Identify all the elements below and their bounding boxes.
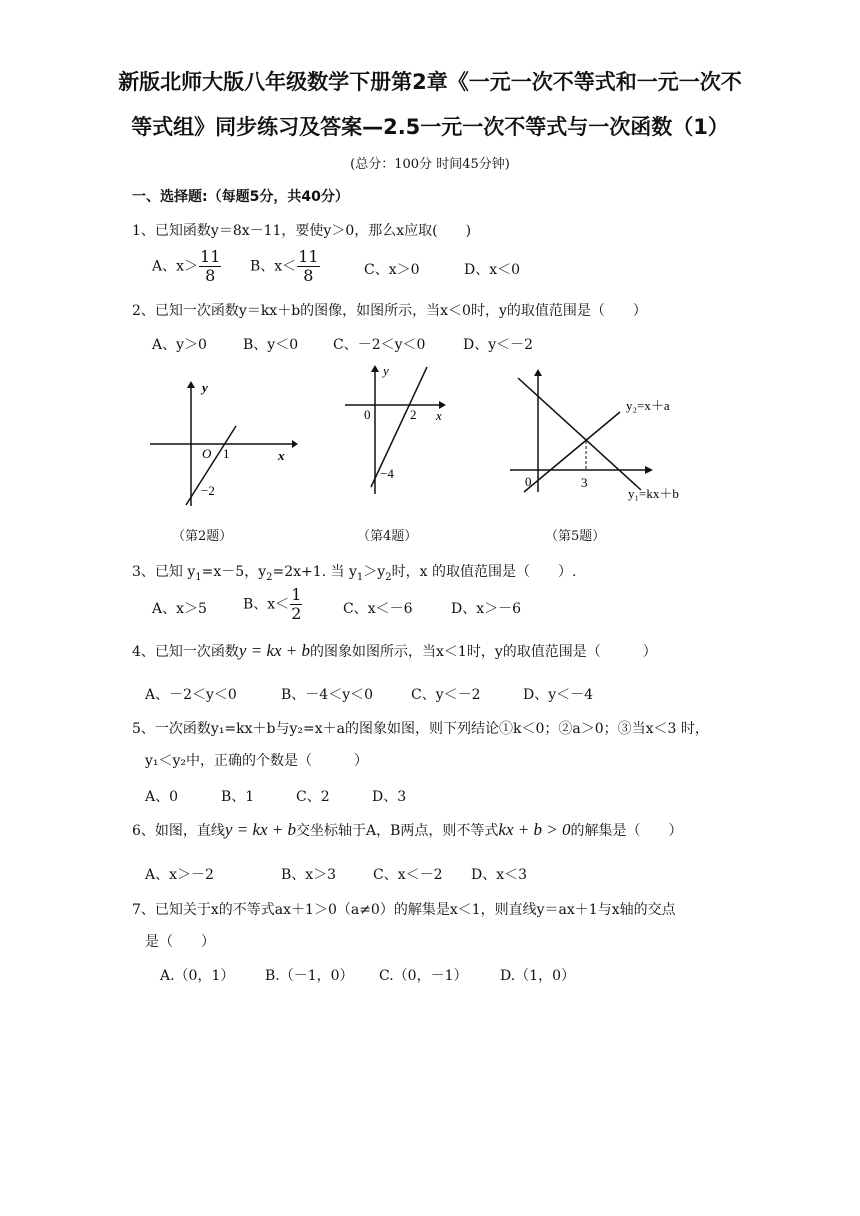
question-7-option-d: D.（1，0）	[500, 968, 575, 984]
figure-5-graph	[508, 368, 708, 508]
question-5-stem-line-1: 5、一次函数y₁=kx＋b与y₂=x＋a的图象如图，则下列结论①k＜0；②a＞0；③当x＜3 时，	[132, 721, 709, 737]
figure-4-caption: （第4题）	[357, 529, 418, 544]
q1-b-num: 11	[298, 247, 319, 266]
q3-b-fraction	[290, 586, 302, 623]
question-5-option-a: A、0	[145, 789, 179, 805]
question-4-option-d: D、y＜－4	[523, 687, 594, 703]
figure-2	[150, 378, 300, 512]
q1-a-num: 11	[200, 247, 221, 266]
fig5-three: 3	[581, 475, 588, 490]
q6-stem-part-3: 的解集是（ ）	[570, 823, 683, 839]
question-7-stem-line-1: 7、已知关于x的不等式ax＋1＞0（a≠0）的解集是x＜1，则直线y＝ax＋1与x轴的交点	[132, 902, 676, 918]
fig2-y-label: y	[202, 380, 208, 395]
q1-a-den: 8	[205, 266, 216, 285]
fig4-two: 2	[410, 407, 417, 422]
question-6-stem	[132, 820, 682, 840]
question-3-option-d: D、x＞－6	[451, 601, 522, 617]
q3-sub-1: 1	[195, 571, 202, 583]
subtitle: (总分：100分 时间45分钟)	[350, 157, 510, 172]
question-7-option-b: B.（－1，0）	[265, 968, 354, 984]
q1-a-fraction	[199, 248, 221, 285]
question-6-option-c: C、x＜－2	[373, 867, 443, 883]
question-7-stem-line-2: 是（ ）	[145, 934, 215, 950]
question-1-option-a	[152, 248, 222, 285]
question-5-option-c: C、2	[296, 789, 330, 805]
question-2-stem: 2、已知一次函数y＝kx＋b的图像，如图所示，当x＜0时，y的取值范围是（ ）	[132, 303, 647, 319]
question-5-option-b: B、1	[221, 789, 255, 805]
question-2-option-c: C、－2＜y＜0	[333, 337, 426, 353]
question-6-option-a: A、x＞－2	[145, 867, 214, 883]
fig4-minus-four: −4	[380, 466, 394, 481]
question-4-stem	[132, 641, 657, 661]
question-1-option-d: D、x＜0	[464, 262, 521, 278]
fig5-y2-label: y₂=x＋a	[626, 398, 670, 413]
fig2-minus-two: −2	[201, 483, 215, 498]
q3-stem-part-5: 时，x 的取值范围是（ ）.	[391, 564, 577, 580]
question-2-option-b: B、y＜0	[243, 337, 299, 353]
fig2-x-arrow	[292, 440, 298, 448]
q6-stem-part-1: 6、如图，直线	[132, 823, 225, 839]
figure-4-graph	[345, 362, 455, 497]
question-7-option-a: A.（0，1）	[160, 968, 235, 984]
figure-2-caption: （第2题）	[172, 529, 233, 544]
question-2-option-a: A、y＞0	[152, 337, 207, 353]
question-3-option-a: A、x＞5	[152, 601, 207, 617]
fig4-y-label: y	[383, 363, 389, 378]
fig5-y-arrow	[534, 369, 542, 376]
q6-formula-2: kx + b > 0	[498, 820, 571, 839]
q3-stem-part-3: =2x+1. 当 y	[272, 564, 357, 580]
fig5-x-arrow	[645, 466, 653, 474]
question-3-option-c: C、x＜－6	[343, 601, 413, 617]
question-4-option-c: C、y＜－2	[411, 687, 481, 703]
q1-b-fraction	[297, 248, 319, 285]
fig4-x-label: x	[436, 408, 442, 423]
title-line-2: 等式组》同步练习及答案—2.5一元一次不等式与一次函数（1）	[131, 115, 729, 139]
figure-4	[345, 362, 455, 501]
q3-b-num: 1	[291, 585, 302, 604]
fig4-zero: 0	[364, 407, 371, 422]
q1-b-den: 8	[303, 266, 314, 285]
q1-b-text: B、x＜	[250, 258, 297, 275]
q3-sub-2: 2	[266, 571, 273, 583]
figure-5-caption: （第5题）	[545, 529, 606, 544]
q3-sub-3: 1	[356, 571, 364, 583]
fig2-origin: O	[202, 446, 212, 461]
question-3-stem	[132, 561, 576, 583]
q4-formula: y = kx + b	[238, 641, 311, 660]
question-7-option-c: C.（0，－1）	[379, 968, 468, 984]
q3-b-den: 2	[291, 604, 302, 623]
fig2-y-arrow	[187, 381, 195, 388]
fig4-y-arrow	[371, 365, 379, 372]
q3-stem-part-1: 3、已知 y	[132, 564, 196, 580]
question-4-option-a: A、－2＜y＜0	[145, 687, 237, 703]
q3-stem-part-2: =x－5，y	[201, 564, 267, 580]
question-5-option-d: D、3	[372, 789, 407, 805]
question-2-option-d: D、y＜－2	[463, 337, 534, 353]
q1-a-text: A、x＞	[152, 258, 199, 275]
question-1-option-b	[250, 248, 321, 285]
fig5-zero: 0	[525, 474, 532, 489]
question-4-option-b: B、－4＜y＜0	[281, 687, 374, 703]
figure-5	[508, 368, 708, 512]
q3-b-text: B、x＜	[243, 596, 290, 613]
q6-formula-1: y = kx + b	[224, 820, 297, 839]
title-line-1: 新版北师大版八年级数学下册第2章《一元一次不等式和一元一次不	[118, 70, 742, 94]
fig2-one: 1	[223, 446, 230, 461]
fig5-line-y1	[518, 378, 641, 490]
q4-stem-part-1: 4、已知一次函数	[132, 644, 239, 660]
fig2-x-label: x	[278, 448, 285, 463]
question-6-option-d: D、x＜3	[471, 867, 528, 883]
q6-stem-part-2: 交坐标轴于A，B两点，则不等式	[296, 823, 499, 839]
q3-sub-4: 2	[385, 571, 392, 583]
fig5-y1-label: y₁=kx＋b	[628, 486, 679, 501]
question-6-option-b: B、x＞3	[281, 867, 337, 883]
question-3-option-b	[243, 586, 303, 623]
q4-stem-part-2: 的图象如图所示，当x＜1时，y的取值范围是（ ）	[310, 644, 657, 660]
section-heading: 一、选择题:（每题5分，共40分）	[132, 189, 349, 205]
question-1-stem: 1、已知函数y＝8x－11，要使y＞0，那么x应取( )	[132, 223, 472, 239]
question-1-option-c: C、x＞0	[364, 262, 420, 278]
q3-stem-part-4: ＞y	[363, 564, 386, 580]
question-5-stem-line-2: y₁＜y₂中，正确的个数是（ ）	[145, 753, 369, 769]
figure-2-graph	[150, 378, 300, 508]
